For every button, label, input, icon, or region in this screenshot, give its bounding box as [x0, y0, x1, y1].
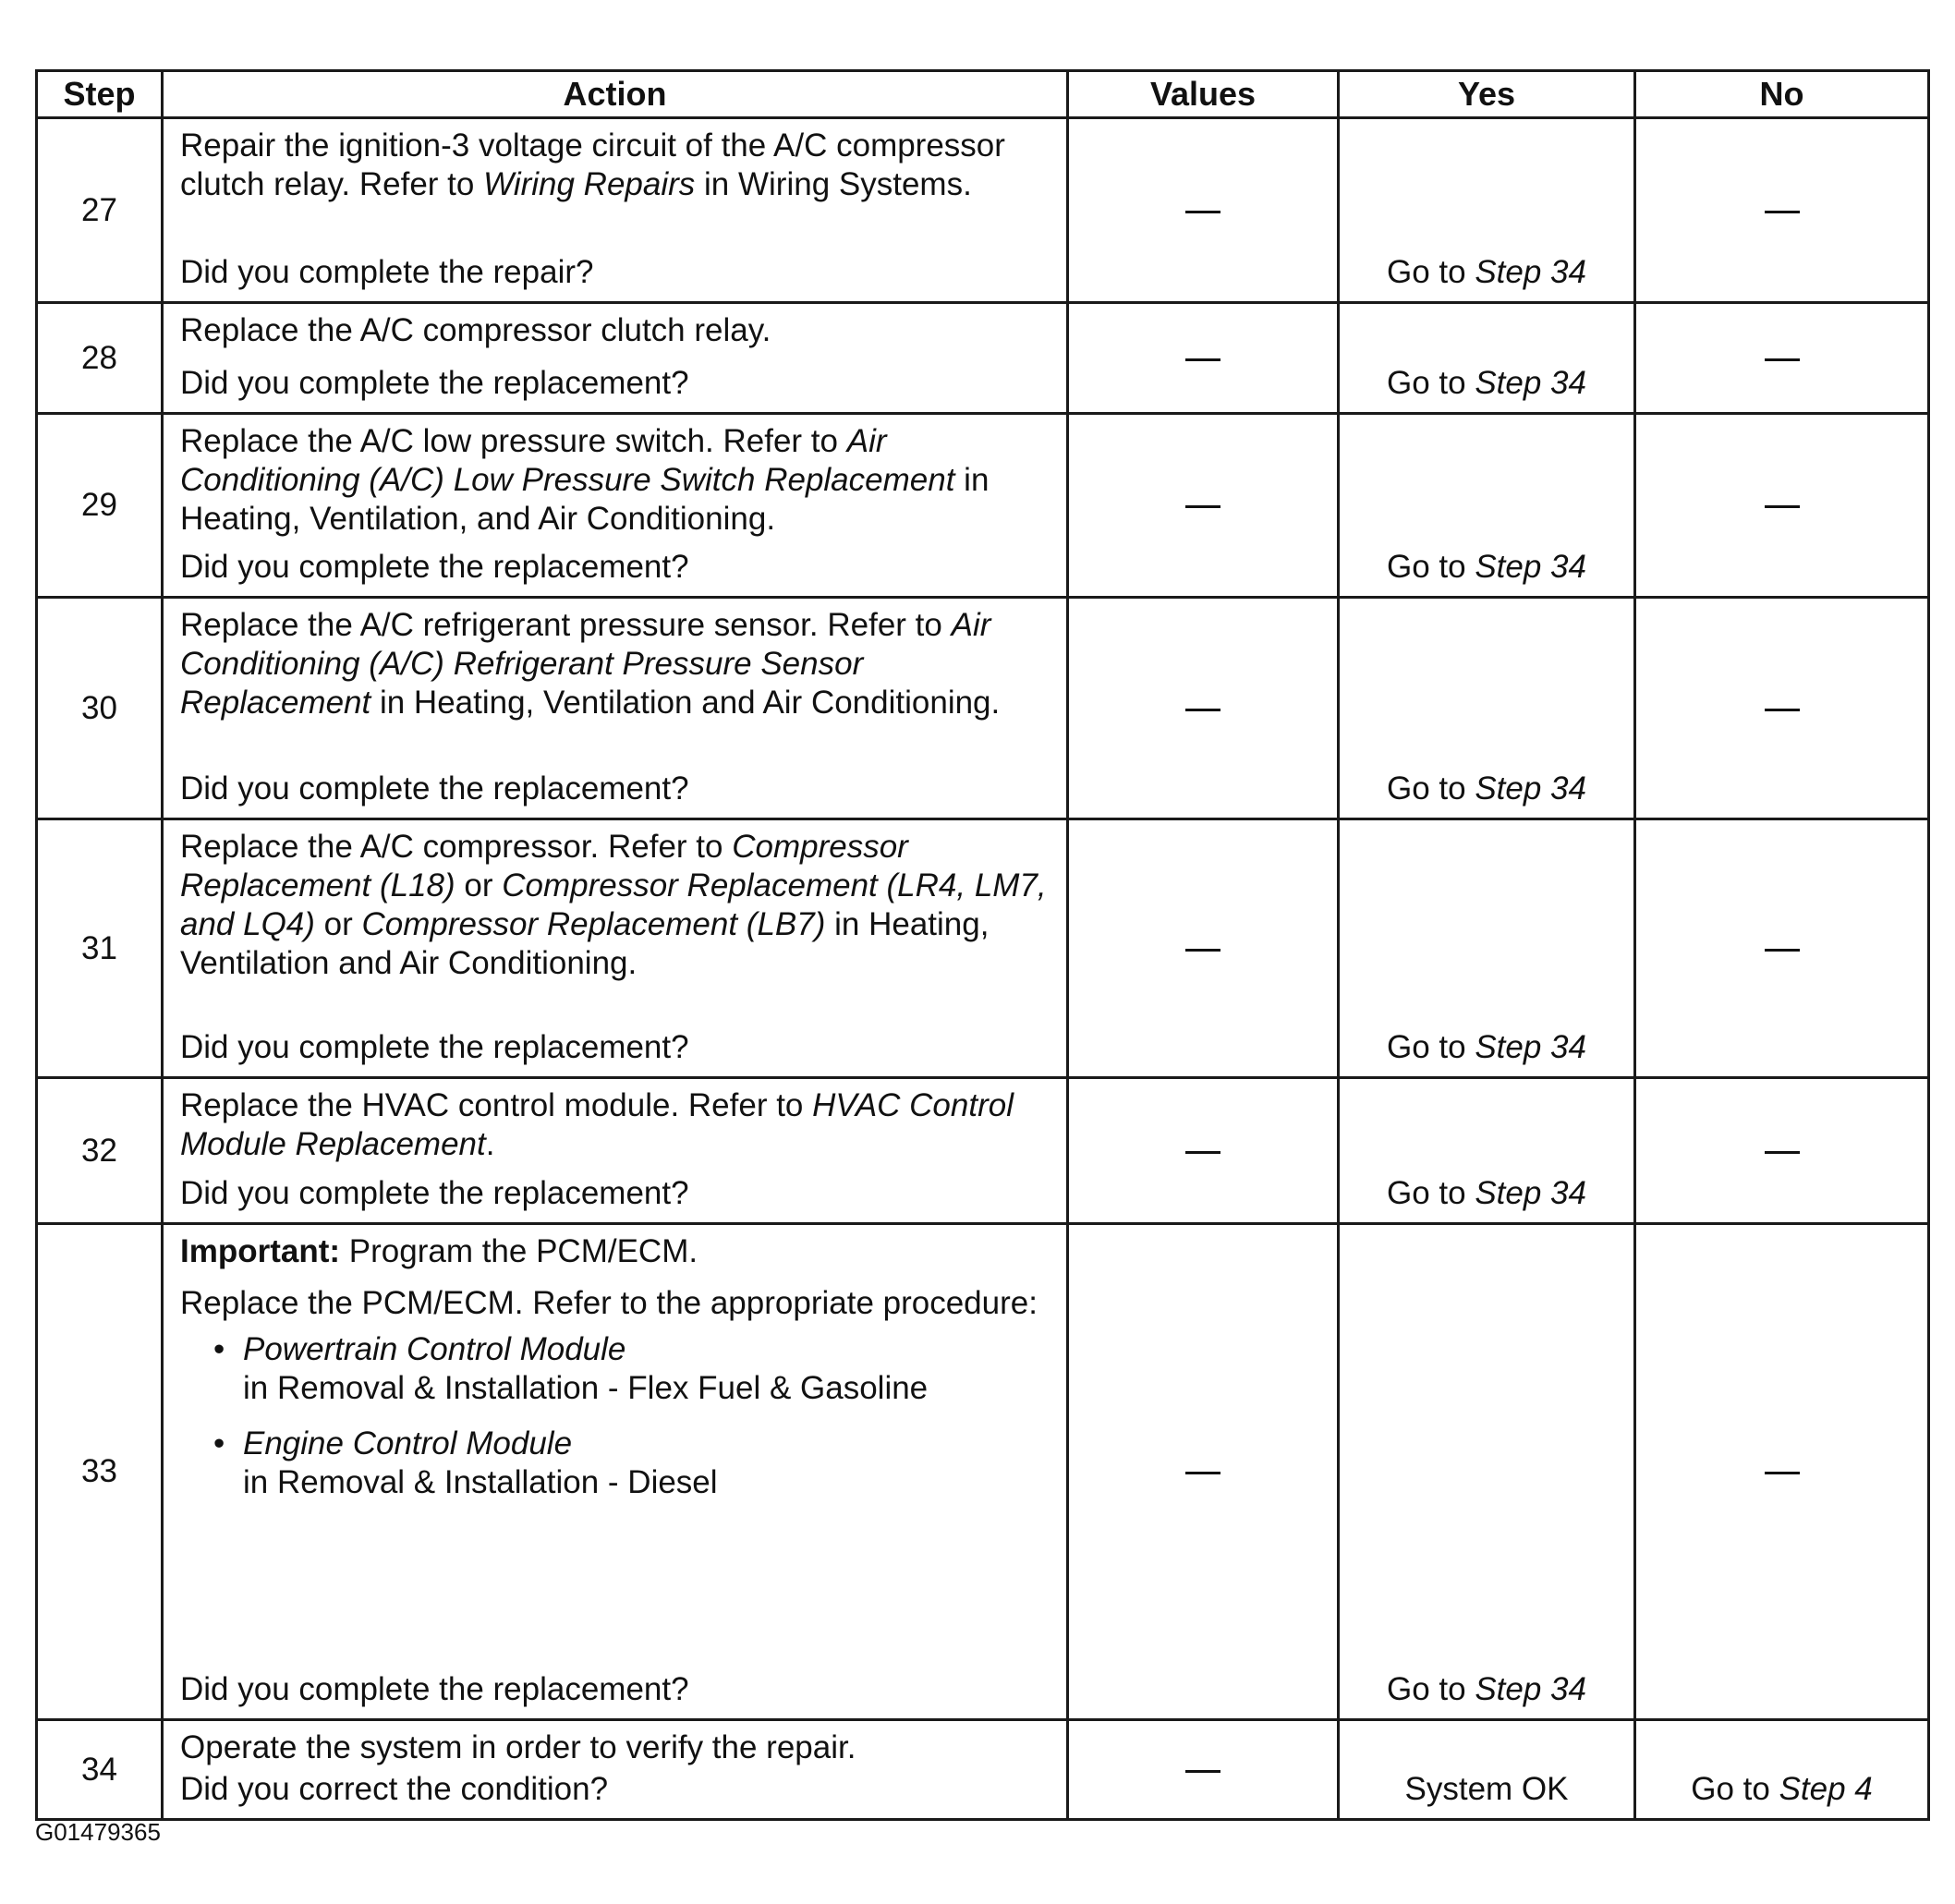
- empty-value-dash: [1765, 505, 1800, 508]
- empty-value-dash: [1185, 949, 1220, 952]
- yes-result: System OK: [1404, 1771, 1569, 1807]
- action-question: Did you complete the replacement?: [180, 770, 689, 806]
- action-paragraph: [180, 606, 1055, 722]
- step-number: 30: [37, 598, 163, 819]
- goto-prefix: Go to: [1387, 1175, 1475, 1211]
- values-cell: [1068, 1078, 1339, 1224]
- reference-link[interactable]: Compressor Replacement (LB7): [361, 906, 826, 942]
- action-content: [164, 1225, 1066, 1718]
- action-segment: in Heating, Ventilation and Air Conditioning.: [370, 685, 1001, 721]
- action-cell: [163, 118, 1068, 303]
- yes-action: [1340, 1770, 1633, 1809]
- goto-prefix: Go to: [1387, 549, 1475, 585]
- table-row: [37, 598, 1929, 819]
- header-yes: Yes: [1339, 71, 1635, 118]
- procedure-list: [180, 1330, 1055, 1502]
- empty-value-dash: [1185, 1472, 1220, 1474]
- header-action: Action: [163, 71, 1068, 118]
- action-cell: [163, 1720, 1068, 1820]
- action-paragraph: [180, 127, 1055, 204]
- important-note: [180, 1232, 1055, 1271]
- goto-prefix: Go to: [1387, 1029, 1475, 1065]
- values-cell: [1068, 598, 1339, 819]
- yes-action[interactable]: [1340, 1174, 1633, 1213]
- action-segment: or: [314, 906, 362, 942]
- table-body: [37, 118, 1929, 1820]
- action-question: Did you complete the replacement?: [180, 365, 689, 401]
- step-number: 28: [37, 303, 163, 414]
- step-number: 33: [37, 1224, 163, 1720]
- action-content: [164, 304, 1066, 412]
- action-question: Did you complete the replacement?: [180, 549, 689, 585]
- action-content: [164, 599, 1066, 818]
- step-number: 31: [37, 819, 163, 1078]
- no-cell: [1635, 303, 1929, 414]
- action-segment: in Wiring Systems.: [695, 166, 972, 202]
- action-segment: or: [455, 867, 503, 903]
- goto-step-link[interactable]: Step 34: [1475, 1029, 1586, 1065]
- action-segment: Replace the A/C compressor. Refer to: [180, 829, 733, 865]
- reference-link[interactable]: Engine Control Module: [243, 1425, 573, 1461]
- action-segment: Replace the A/C low pressure switch. Refer to: [180, 423, 847, 459]
- yes-cell: [1339, 598, 1635, 819]
- action-segment: Replace the A/C refrigerant pressure sensor. Refer to: [180, 607, 952, 643]
- step-number: 27: [37, 118, 163, 303]
- yes-cell: [1339, 118, 1635, 303]
- action-text: [180, 1086, 1055, 1164]
- action-content: [164, 1721, 1066, 1818]
- yes-action[interactable]: [1340, 364, 1633, 403]
- action-content: [164, 1079, 1066, 1222]
- goto-step-link[interactable]: Step 34: [1475, 549, 1586, 585]
- no-cell: [1635, 1720, 1929, 1820]
- yes-cell: [1339, 303, 1635, 414]
- goto-step-link[interactable]: Step 34: [1475, 1671, 1586, 1707]
- action-cell: [163, 303, 1068, 414]
- no-cell: [1635, 414, 1929, 598]
- yes-action[interactable]: [1340, 1028, 1633, 1067]
- no-cell: [1635, 1078, 1929, 1224]
- action-segment: in Heating, Ventilation, and Air Conditioning.: [180, 462, 990, 537]
- step-number: 32: [37, 1078, 163, 1224]
- header-values: Values: [1068, 71, 1339, 118]
- table-row: [37, 118, 1929, 303]
- empty-value-dash: [1185, 1770, 1220, 1773]
- goto-prefix: Go to: [1691, 1771, 1779, 1807]
- step-number: 29: [37, 414, 163, 598]
- goto-step-link[interactable]: Step 34: [1475, 1175, 1586, 1211]
- action-cell: [163, 414, 1068, 598]
- action-question: Did you complete the repair?: [180, 254, 594, 290]
- action-cell: [163, 598, 1068, 819]
- list-item: [180, 1330, 1055, 1408]
- action-text: [180, 422, 1055, 539]
- no-cell: [1635, 1224, 1929, 1720]
- action-segment: .: [485, 1126, 495, 1162]
- action-segment: Replace the HVAC control module. Refer to: [180, 1087, 813, 1123]
- yes-cell: [1339, 1078, 1635, 1224]
- list-item-subtext: in Removal & Installation - Flex Fuel & Gasoline: [243, 1370, 929, 1406]
- goto-step-link[interactable]: Step 34: [1475, 254, 1586, 290]
- goto-prefix: Go to: [1387, 770, 1475, 806]
- goto-prefix: Go to: [1387, 254, 1475, 290]
- action-paragraph: [180, 828, 1055, 983]
- yes-action[interactable]: [1340, 548, 1633, 587]
- step-number: 34: [37, 1720, 163, 1820]
- action-segment: in Heating, Ventilation and Air Conditioning.: [180, 906, 990, 981]
- action-content: [164, 820, 1066, 1076]
- empty-value-dash: [1185, 1151, 1220, 1154]
- empty-value-dash: [1185, 505, 1220, 508]
- empty-value-dash: [1185, 211, 1220, 213]
- values-cell: [1068, 118, 1339, 303]
- empty-value-dash: [1185, 709, 1220, 711]
- values-cell: [1068, 1720, 1339, 1820]
- action-cell: [163, 1078, 1068, 1224]
- yes-cell: [1339, 414, 1635, 598]
- goto-prefix: Go to: [1387, 365, 1475, 401]
- empty-value-dash: [1765, 211, 1800, 213]
- diagnostic-procedure-table: [35, 69, 1930, 1821]
- yes-cell: [1339, 1224, 1635, 1720]
- yes-action[interactable]: [1340, 253, 1633, 292]
- reference-link[interactable]: Powertrain Control Module: [243, 1331, 626, 1367]
- no-cell: [1635, 118, 1929, 303]
- reference-link[interactable]: Air Conditioning (A/C) Refrigerant Pressure Sensor Replacement: [180, 607, 991, 721]
- empty-value-dash: [1185, 358, 1220, 361]
- reference-link[interactable]: Wiring Repairs: [483, 166, 696, 202]
- values-cell: [1068, 303, 1339, 414]
- values-cell: [1068, 819, 1339, 1078]
- action-question: Did you complete the replacement?: [180, 1029, 689, 1065]
- action-text: [180, 311, 1055, 350]
- table-row: [37, 303, 1929, 414]
- no-cell: [1635, 819, 1929, 1078]
- important-label: Important:: [180, 1233, 341, 1269]
- table-row: [37, 1224, 1929, 1720]
- yes-action[interactable]: [1340, 770, 1633, 808]
- action-cell: [163, 819, 1068, 1078]
- empty-value-dash: [1765, 1472, 1800, 1474]
- empty-value-dash: [1765, 1151, 1800, 1154]
- table-row: [37, 414, 1929, 598]
- reference-link[interactable]: Compressor Replacement (LR4, LM7, and LQ4): [180, 867, 1047, 942]
- goto-step-link[interactable]: Step 34: [1475, 770, 1586, 806]
- no-cell: [1635, 598, 1929, 819]
- action-paragraph: [180, 1284, 1055, 1323]
- action-content: [164, 415, 1066, 596]
- action-text: [180, 127, 1055, 204]
- action-text: [180, 828, 1055, 983]
- empty-value-dash: [1765, 949, 1800, 952]
- goto-step-link[interactable]: Step 34: [1475, 365, 1586, 401]
- goto-step-link[interactable]: Step 4: [1779, 1771, 1873, 1807]
- action-paragraph: [180, 1086, 1055, 1164]
- goto-prefix: Go to: [1387, 1671, 1475, 1707]
- action-paragraph: [180, 311, 1055, 350]
- action-segment: Replace the A/C compressor clutch relay.: [180, 312, 771, 348]
- table-row: [37, 819, 1929, 1078]
- action-segment: Replace the PCM/ECM. Refer to the appropriate procedure:: [180, 1285, 1038, 1321]
- action-text: [180, 606, 1055, 722]
- important-text: Program the PCM/ECM.: [340, 1233, 698, 1269]
- yes-action[interactable]: [1340, 1670, 1633, 1709]
- list-item: [180, 1425, 1055, 1502]
- action-text: [180, 1728, 1055, 1767]
- table-row: [37, 1078, 1929, 1224]
- yes-cell: [1339, 819, 1635, 1078]
- no-action[interactable]: [1636, 1770, 1927, 1809]
- action-paragraph: [180, 1728, 1055, 1767]
- figure-id: G01479365: [35, 1818, 161, 1846]
- action-text: [180, 1232, 1055, 1519]
- values-cell: [1068, 414, 1339, 598]
- reference-link[interactable]: Compressor Replacement (L18): [180, 829, 908, 903]
- action-content: [164, 119, 1066, 301]
- empty-value-dash: [1765, 709, 1800, 711]
- table-row: [37, 1720, 1929, 1820]
- list-item-subtext: in Removal & Installation - Diesel: [243, 1464, 718, 1500]
- empty-value-dash: [1765, 358, 1800, 361]
- action-question: Did you complete the replacement?: [180, 1175, 689, 1211]
- reference-link[interactable]: Air Conditioning (A/C) Low Pressure Switch Replacement: [180, 423, 955, 498]
- values-cell: [1068, 1224, 1339, 1720]
- header-no: No: [1635, 71, 1929, 118]
- action-cell: [163, 1224, 1068, 1720]
- action-paragraph: [180, 422, 1055, 539]
- action-question: Did you correct the condition?: [180, 1771, 609, 1807]
- action-segment: Operate the system in order to verify the repair.: [180, 1729, 856, 1765]
- action-question: Did you complete the replacement?: [180, 1671, 689, 1707]
- action-segment: Repair the ignition-3 voltage circuit of the A/C compressor clutch relay. Refer to: [180, 127, 1005, 202]
- reference-link[interactable]: HVAC Control Module Replacement: [180, 1087, 1014, 1162]
- header-step: Step: [37, 71, 163, 118]
- table-header-row: [37, 71, 1929, 118]
- yes-cell: [1339, 1720, 1635, 1820]
